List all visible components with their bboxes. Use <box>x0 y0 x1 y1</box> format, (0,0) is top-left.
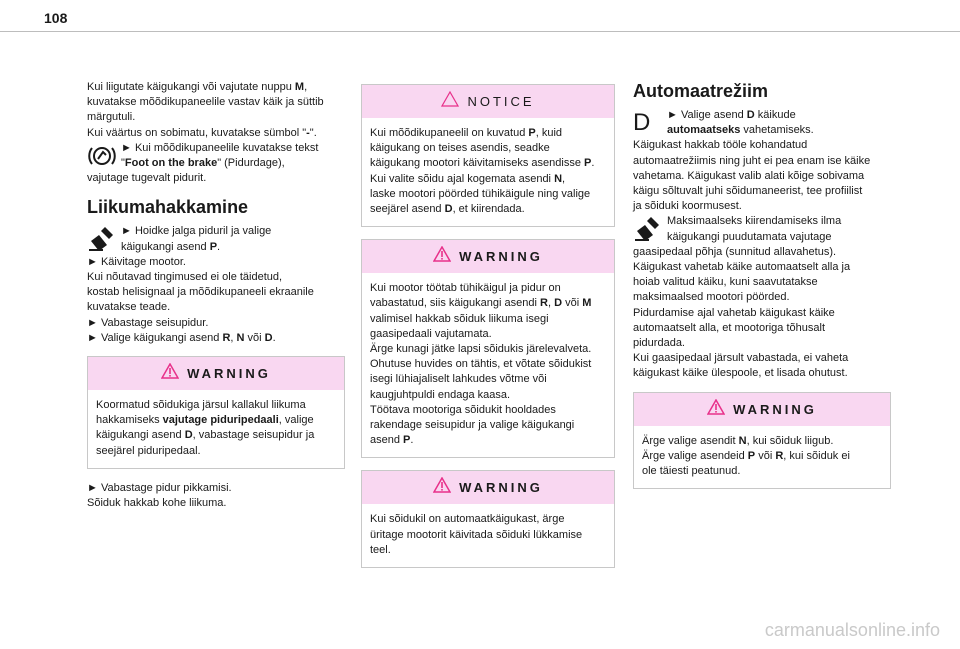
text-run: Kui nõutavad tingimused ei ole täidetud, <box>87 271 283 284</box>
bold-run: P <box>584 157 592 170</box>
text-line <box>370 312 606 327</box>
text-line <box>121 156 345 171</box>
text-run: käigu sõltuvalt juhi sõidumaneerist, tee profiilist <box>633 185 863 198</box>
text-run: vabastatud, siis käigukangi asendi <box>370 297 540 310</box>
text-line <box>87 285 345 300</box>
brake-after-text: vajutage tugevalt pidurit. <box>87 172 207 185</box>
text-line <box>633 290 891 305</box>
text-run: kuvatakse mõõdikupaneelile vastav käik ja süttib <box>87 96 324 109</box>
bold-run: R <box>222 331 231 344</box>
text-run: Pidurdamise ajal vahetab käigukast käike <box>633 306 835 319</box>
text-line <box>87 110 345 125</box>
foot-brake-instruction <box>121 224 345 254</box>
text-run: teel. <box>370 543 391 556</box>
text-run: " (Pidurdage), <box>217 157 285 170</box>
bold-run: N <box>738 434 747 447</box>
notice-header <box>362 85 614 118</box>
text-run: Kui valite sõidu ajal kogemata asendi <box>370 172 555 185</box>
text-run: laske mootori pöörded tühikäigule ning valige <box>370 187 591 200</box>
text-run: pidurdada. <box>633 337 685 350</box>
text-line <box>370 543 606 558</box>
text-line <box>633 336 891 351</box>
mode-d-row <box>633 108 891 138</box>
text-run: maksimaalsed mootori pöörded. <box>633 291 790 304</box>
text-line <box>370 187 606 202</box>
brake-instruction <box>121 141 345 171</box>
text-run: Kui liigutate käigukangi või vajutate nuppu <box>87 81 295 93</box>
text-line <box>633 169 891 184</box>
warning-body <box>88 390 344 468</box>
text-line <box>370 327 606 342</box>
text-run: käigukangi asend <box>96 429 185 442</box>
bold-run: P <box>209 240 218 253</box>
text-line <box>370 512 606 527</box>
kickdown-description <box>633 245 891 382</box>
text-run: või <box>562 297 583 310</box>
top-rule <box>0 31 960 32</box>
text-line <box>633 351 891 366</box>
notice-title: NOTICE <box>467 93 535 109</box>
text-run: Töötava mootoriga sõidukit hooldades <box>370 403 556 416</box>
section-heading-starting: Liikumahakkamine <box>87 197 249 218</box>
text-run: isegi lühiajaliselt lahkudes võtme või <box>370 373 547 386</box>
text-line <box>633 366 891 381</box>
notice-body <box>362 118 614 226</box>
text-run: asend <box>370 434 404 447</box>
text-line <box>87 331 345 346</box>
text-run: . <box>272 331 276 344</box>
text-run: Kui väärtus on sobimatu, kuvatakse sümbol " <box>87 126 307 139</box>
text-line <box>633 245 891 260</box>
text-line <box>642 464 882 479</box>
warning-header <box>362 240 614 273</box>
warning-box-push <box>361 470 615 568</box>
text-run: või <box>755 449 776 462</box>
text-line <box>370 342 606 357</box>
text-line <box>667 230 891 245</box>
text-run: , valige <box>278 414 314 427</box>
warning-box-slope <box>87 356 345 469</box>
warning-title: WARNING <box>733 401 817 417</box>
text-line <box>370 296 606 311</box>
text-run: automaatrežiimis ning juht ei pea enam ise käike <box>633 154 871 167</box>
text-run: gaasipedaali vajutamata. <box>370 327 492 340</box>
text-line <box>667 214 891 229</box>
text-line <box>87 80 345 95</box>
text-line <box>87 496 345 511</box>
text-line <box>96 444 336 459</box>
text-line <box>87 316 345 331</box>
text-run: Kui mootor töötab tühikäigul ja pidur on <box>370 282 561 295</box>
warning-triangle-icon <box>707 399 725 420</box>
text-run: Ohutuse huvides on tähtis, et võtate sõidukist <box>370 358 592 371</box>
text-line <box>633 275 891 290</box>
text-line <box>121 224 345 239</box>
text-run: käigukangi asend <box>121 240 210 253</box>
bold-run: P <box>747 449 756 462</box>
text-run: märgutuli. <box>87 111 136 124</box>
bold-run: D <box>444 203 453 216</box>
text-run: käigukangi puudutamata vajutage <box>667 230 832 243</box>
bold-run: M <box>294 81 305 93</box>
bold-run: R <box>775 449 784 462</box>
text-line <box>370 403 606 418</box>
text-run: " <box>121 157 125 170</box>
bold-run: N <box>554 172 563 185</box>
column-left <box>87 80 345 511</box>
text-line <box>633 154 891 169</box>
text-run: , <box>547 297 555 310</box>
text-run: automaatselt alla, et mootoriga tõhusalt <box>633 321 826 334</box>
text-line <box>370 388 606 403</box>
text-run: Kui gaasipedaal järsult vabastada, ei vaheta <box>633 352 849 365</box>
text-run: Koormatud sõidukiga järsul kallakul liikuma <box>96 399 306 412</box>
warning-title: WARNING <box>187 365 271 381</box>
text-run: Ärge valige asendit <box>642 434 739 447</box>
text-line <box>667 123 891 138</box>
text-line <box>87 481 345 496</box>
text-line <box>370 281 606 296</box>
text-line <box>633 138 891 153</box>
bold-run: D <box>746 109 755 121</box>
warning-title: WARNING <box>459 480 543 496</box>
kickdown-row <box>633 214 891 244</box>
column-middle <box>361 84 615 580</box>
text-run: , <box>230 331 237 344</box>
text-line <box>370 126 606 141</box>
bold-run: automaatseks <box>667 124 741 137</box>
bold-run: R <box>540 297 548 310</box>
intro-paragraph <box>87 80 345 141</box>
text-run: , et kiirendada. <box>452 203 525 216</box>
text-line <box>370 372 606 387</box>
text-run: ► Hoidke jalga piduril ja valige <box>121 225 272 238</box>
warning-header <box>88 357 344 390</box>
bold-run: N <box>236 331 245 344</box>
text-run: . <box>217 240 221 253</box>
text-run: , vabastage seisupidur ja <box>192 429 315 442</box>
text-run: kaugjuhtpuldi endaga kaasa. <box>370 388 511 401</box>
text-run: ► Vabastage pidur pikkamisi. <box>87 481 232 494</box>
text-run: ► Vabastage seisupidur. <box>87 316 209 329</box>
text-run: seejärel piduripedaal. <box>96 444 201 457</box>
text-run: vahetamiseks. <box>740 124 814 137</box>
text-run: käigukang on teises asendis, seadke <box>370 142 550 155</box>
bold-run: D <box>184 429 193 442</box>
bold-run: P <box>528 127 536 139</box>
mode-d-instruction <box>667 108 891 138</box>
text-run: Sõiduk hakkab kohe liikuma. <box>87 497 227 510</box>
text-line <box>96 398 336 413</box>
text-line <box>370 357 606 372</box>
text-run: ja sõiduki koormusest. <box>633 200 742 213</box>
text-run: ► Käivitage mootor. <box>87 255 186 268</box>
foot-brake-row <box>87 224 345 254</box>
text-line <box>633 306 891 321</box>
text-run: ► Valige käigukangi asend <box>87 331 223 344</box>
warning-body <box>362 504 614 567</box>
warning-body <box>634 426 890 489</box>
warning-triangle-icon <box>161 363 179 384</box>
text-run: . <box>591 157 595 170</box>
warning-title: WARNING <box>459 249 543 265</box>
text-line <box>121 141 345 156</box>
start-steps <box>87 255 345 346</box>
bold-run: D <box>264 331 273 344</box>
gear-d-symbol: D <box>633 109 651 136</box>
text-run: vahetama. Käigukast valib alati kõige sobivama <box>633 169 865 182</box>
text-line <box>87 270 345 285</box>
text-line <box>633 199 891 214</box>
brake-warning-icon <box>87 141 121 171</box>
text-run: kostab helisignaal ja mõõdikupaneeli ekraanile <box>87 286 314 299</box>
notice-triangle-icon <box>441 91 459 112</box>
warning-body <box>362 273 614 457</box>
text-line <box>633 321 891 336</box>
text-run: , <box>562 172 566 185</box>
text-run: ". <box>309 126 317 139</box>
warning-triangle-icon <box>433 246 451 267</box>
foot-pedal-icon <box>87 224 121 254</box>
warning-box-neutral <box>633 392 891 490</box>
text-run: hakkamiseks <box>96 414 163 427</box>
text-line <box>87 95 345 110</box>
text-run: . <box>410 434 414 447</box>
text-run: gaasipedaal põhja (sunnitud allavahetus). <box>633 245 837 258</box>
foot-pedal-icon <box>633 214 667 244</box>
text-line <box>370 418 606 433</box>
bold-run: - <box>306 126 310 139</box>
text-run: seejärel asend <box>370 203 445 216</box>
text-run: , kui sõiduk ei <box>783 449 850 462</box>
text-run: ► Valige asend <box>667 109 747 121</box>
text-run: Käigukast vahetab käike automaatselt alla ja <box>633 261 851 274</box>
text-run: , <box>304 81 308 93</box>
text-run: Kui mõõdikupaneelil on kuvatud <box>370 127 529 139</box>
after-warning-text <box>87 481 345 511</box>
text-line <box>87 255 345 270</box>
bold-run: M <box>582 297 592 310</box>
warning-header <box>634 393 890 426</box>
text-line <box>370 202 606 217</box>
notice-box <box>361 84 615 227</box>
text-line <box>87 126 345 141</box>
bold-run: Foot on the brake <box>124 157 218 170</box>
text-run: , kui sõiduk liigub. <box>746 434 834 447</box>
text-run: käikude <box>754 109 796 121</box>
text-run: käigukast käike ülespoole, et lisada ohutust. <box>633 367 848 380</box>
text-run: Käigukast hakkab tööle kohandatud <box>633 139 808 152</box>
text-line <box>642 434 882 449</box>
text-run: käigukang mootori käivitamiseks asendisse <box>370 157 584 170</box>
bold-run: P <box>403 434 411 447</box>
bold-run: vajutage piduripedaali <box>162 414 279 427</box>
text-line <box>96 428 336 443</box>
text-line <box>370 156 606 171</box>
text-run: kuvatakse teade. <box>87 301 171 314</box>
section-heading-automatic: Automaatrežiim <box>633 81 769 101</box>
kickdown-instruction <box>667 214 891 244</box>
text-run: Ärge valige asendeid <box>642 449 748 462</box>
watermark: carmanualsonline.info <box>764 620 940 640</box>
text-run: üritage mootorit käivitada sõiduki lükkamise <box>370 528 583 541</box>
warning-box-idle <box>361 239 615 458</box>
text-run: ► Kui mõõdikupaneelile kuvatakse tekst <box>121 141 319 154</box>
text-line <box>370 141 606 156</box>
text-line <box>87 300 345 315</box>
text-line <box>642 449 882 464</box>
text-run: ole täiesti peatunud. <box>642 465 741 478</box>
text-run: Maksimaalseks kiirendamiseks ilma <box>667 215 842 228</box>
text-run: Ärge kunagi jätke lapsi sõidukis järelevalveta. <box>370 343 592 356</box>
page-number: 108 <box>44 10 68 26</box>
warning-header <box>362 471 614 504</box>
text-line <box>370 433 606 448</box>
text-run: Kui sõidukil on automaatkäigukast, ärge <box>370 513 565 526</box>
warning-triangle-icon <box>433 477 451 498</box>
bold-run: D <box>554 297 563 310</box>
text-run: , kuid <box>535 127 563 139</box>
mode-description <box>633 138 891 214</box>
text-line <box>370 172 606 187</box>
text-run: hoiab valitud käiku, kuni saavutatakse <box>633 276 818 289</box>
text-run: rakendage seisupidur ja valige käigukangi <box>370 419 575 432</box>
text-line <box>121 240 345 255</box>
text-run: või <box>244 331 265 344</box>
text-line <box>667 108 891 123</box>
brake-warning-row <box>87 141 345 171</box>
text-line <box>633 260 891 275</box>
text-line <box>370 528 606 543</box>
text-line <box>633 184 891 199</box>
text-run: valimisel hakkab sõiduk liikuma isegi <box>370 312 549 325</box>
text-line <box>96 413 336 428</box>
column-right <box>633 80 891 501</box>
